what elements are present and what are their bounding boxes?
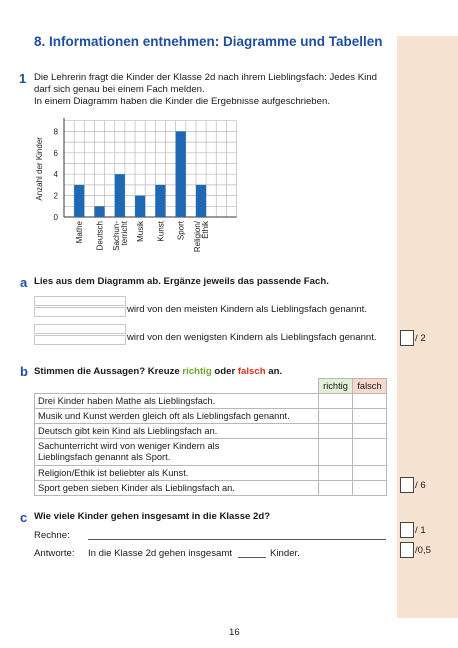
statement-1: Drei Kinder haben Mathe als Lieblingsfach. — [35, 394, 319, 409]
statement-4: Sachunterricht wird von weniger Kindern als Lieblingsfach genannt als Sport. — [35, 439, 319, 466]
category-label: Musik — [136, 221, 146, 242]
category-label: Deutsch — [95, 221, 105, 251]
y-tick-label: 4 — [53, 170, 58, 180]
answer-box-least-1[interactable] — [34, 324, 126, 334]
checkbox-falsch-6[interactable] — [353, 481, 387, 496]
category-label: Kunst — [156, 221, 166, 242]
statement-6: Sport geben sieben Kinder als Lieblingsfach an. — [35, 481, 319, 496]
task-number: 1 — [19, 71, 27, 86]
part-a-letter: a — [20, 275, 28, 290]
checkbox-falsch-4[interactable] — [353, 439, 387, 466]
category-label: Religion/Ethik — [193, 221, 211, 253]
checkbox-falsch-2[interactable] — [353, 409, 387, 424]
statement-5: Religion/Ethik ist beliebter als Kunst. — [35, 466, 319, 481]
category-label: Sachun-terricht — [111, 221, 129, 251]
antwort-text-before: In die Klasse 2d gehen insgesamt — [88, 548, 232, 559]
score-a: / 2 — [415, 333, 426, 344]
checkbox-richtig-5[interactable] — [319, 466, 353, 481]
rechne-line[interactable] — [88, 539, 386, 540]
statements-table — [34, 378, 387, 496]
task-intro-line-2: darf sich genau bei einem Fach melden. — [34, 84, 205, 95]
y-axis-label: Anzahl der Kinder — [35, 137, 44, 201]
score-b: / 6 — [415, 480, 426, 491]
part-a-instruction: Lies aus dem Diagramm ab. Ergänze jeweils das passende Fach. — [34, 276, 329, 287]
rechne-label: Rechne: — [34, 530, 70, 541]
bar-4 — [155, 185, 165, 217]
checkbox-richtig-3[interactable] — [319, 424, 353, 439]
bar-0 — [74, 185, 84, 217]
bar-3 — [135, 196, 145, 217]
checkbox-falsch-1[interactable] — [353, 394, 387, 409]
score-c1: / 1 — [415, 525, 426, 536]
part-c-letter: c — [20, 510, 28, 525]
category-label: Mathe — [75, 221, 85, 244]
task-intro-line-1: Die Lehrerin fragt die Kinder der Klasse 2d nach ihrem Lieblingsfach: Jedes Kind — [34, 72, 377, 83]
score-box-c1[interactable] — [400, 522, 414, 538]
sentence-least: wird von den wenigsten Kindern als Lieblingsfach genannt. — [127, 332, 377, 343]
statement-3: Deutsch gibt kein Kind als Lieblingsfach an. — [35, 424, 319, 439]
antwort-text-after: Kinder. — [270, 548, 300, 559]
part-b-instruction: Stimmen die Aussagen? Kreuze richtig oder falsch an. — [34, 366, 283, 377]
page-title: 8. Informationen entnehmen: Diagramme und Tabellen — [34, 34, 383, 49]
checkbox-richtig-4[interactable] — [319, 439, 353, 466]
bar-5 — [176, 131, 186, 217]
antwort-blank[interactable] — [238, 557, 266, 558]
task-intro-line-3: In einem Diagramm haben die Kinder die Ergebnisse aufgeschrieben. — [34, 96, 330, 107]
statement-2: Musik und Kunst werden gleich oft als Lieblingsfach genannt. — [35, 409, 319, 424]
answer-box-most-1[interactable] — [34, 296, 126, 306]
page-number: 16 — [229, 627, 240, 638]
sentence-most: wird von den meisten Kindern als Lieblingsfach genannt. — [127, 304, 367, 315]
checkbox-richtig-1[interactable] — [319, 394, 353, 409]
y-tick-label: 2 — [53, 191, 58, 201]
bar-chart — [20, 118, 240, 263]
score-c2: /0,5 — [415, 545, 432, 556]
checkbox-falsch-5[interactable] — [353, 466, 387, 481]
column-falsch: falsch — [353, 379, 387, 394]
column-richtig: richtig — [319, 379, 353, 394]
category-label: Sport — [176, 221, 186, 241]
answer-box-least-2[interactable] — [34, 335, 126, 345]
y-tick-label: 8 — [53, 127, 58, 137]
checkbox-richtig-6[interactable] — [319, 481, 353, 496]
score-box-b[interactable] — [400, 477, 414, 493]
antwort-label: Antworte: — [34, 548, 75, 559]
part-b-letter: b — [20, 364, 28, 379]
answer-box-most-2[interactable] — [34, 307, 126, 317]
checkbox-falsch-3[interactable] — [353, 424, 387, 439]
bar-6 — [196, 185, 206, 217]
score-box-c2[interactable] — [400, 542, 414, 558]
y-tick-label: 0 — [53, 213, 58, 222]
bar-1 — [94, 206, 104, 217]
score-box-a[interactable] — [400, 330, 414, 346]
checkbox-richtig-2[interactable] — [319, 409, 353, 424]
part-c-instruction: Wie viele Kinder gehen insgesamt in die Klasse 2d? — [34, 511, 271, 522]
y-tick-label: 6 — [53, 148, 58, 158]
bar-2 — [115, 174, 125, 217]
